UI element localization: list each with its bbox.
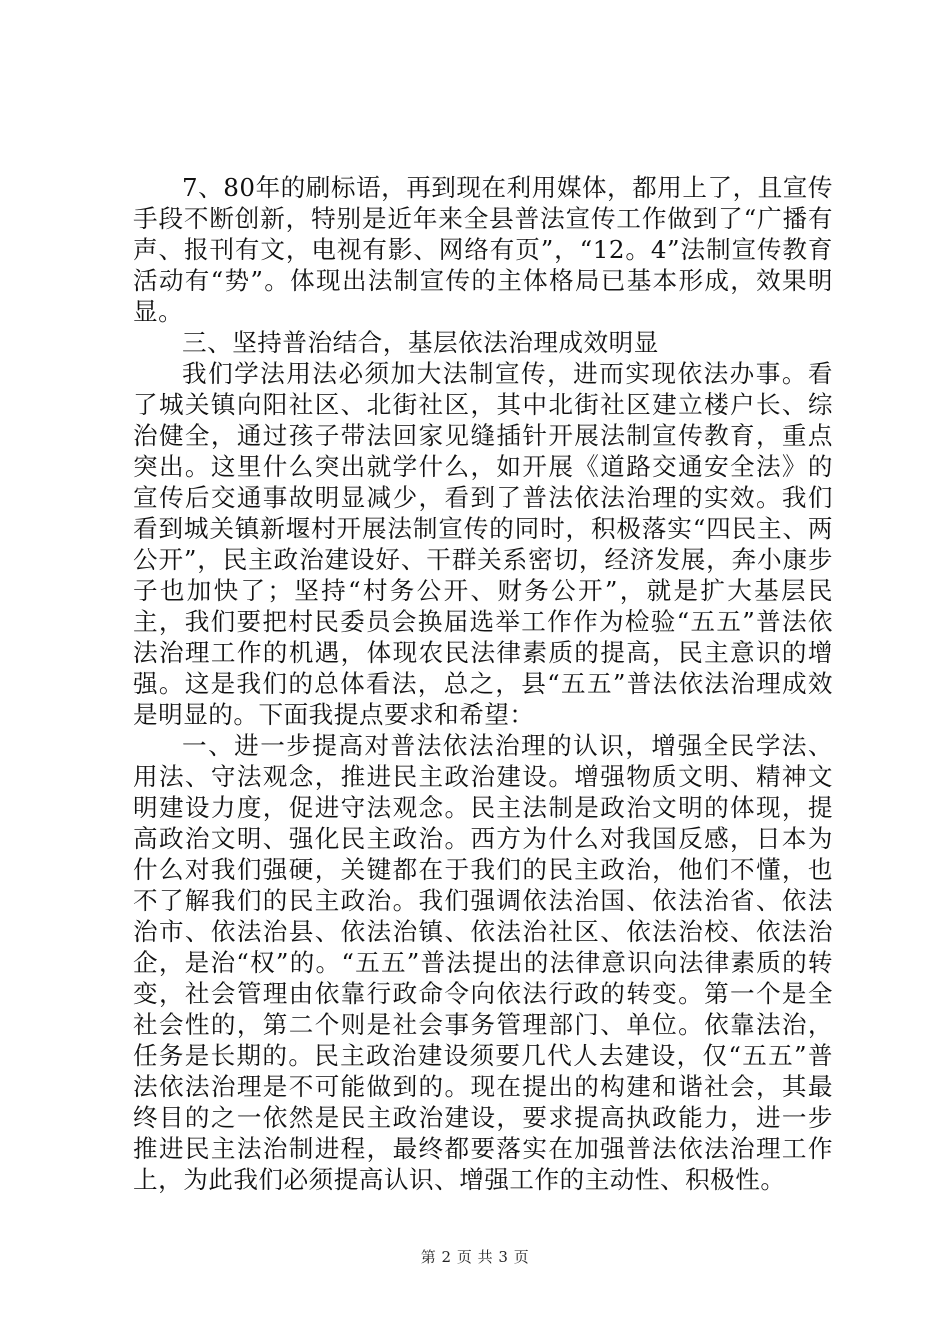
paragraph-grassroots-governance: 我们学法用法必须加大法制宣传，进而实现依法办事。看了城关镇向阳社区、北街社区，其中北街社区建立楼户长、综治健全，通过孩子带法回家见缝插针开展法制宣传教育，重点突出。这里什么突出就学什么，如开展《道路交通安全法》的宣传后交通事故明显减少，看到了普法依法治理的实效。我们看到城关镇新堰村开展法制宣传的同时，积极落实“四民主、两公开”，民主政治建设好、干群关系密切，经济发展，奔小康步子也加快了；坚持“村务公开、财务公开”，就是扩大基层民主，我们要把村民委员会换届选举工作作为检验“五五”普法依法治理工作的机遇，体现农民法律素质的提高，民主意识的增强。这是我们的总体看法，总之，县“五五”普法依法治理成效是明显的。下面我提点要求和希望： [133,359,833,729]
section-heading-three: 三、坚持普治结合，基层依法治理成效明显 [182,328,659,357]
paragraph-media-propaganda: 7、80年的刷标语，再到现在利用媒体，都用上了，且宣传手段不断创新，特别是近年来全县普法宣传工作做到了“广播有声、报刊有文，电视有影、网络有页”，“12。4”法制宣传教育活动有“势”。体现出法制宣传的主体格局已基本形成，效果明显。 [133,173,833,326]
document-body [133,172,833,1195]
page-number-footer: 第 2 页 共 3 页 [420,1248,530,1266]
paragraph-requirement-one: 一、进一步提高对普法依法治理的认识，增强全民学法、用法、守法观念，推进民主政治建设。增强物质文明、精神文明建设力度，促进守法观念。民主法制是政治文明的体现，提高政治文明、强化民主政治。西方为什么对我国反感，日本为什么对我们强硬，关键都在于我们的民主政治，他们不懂，也不了解我们的民主政治。我们强调依法治国、依法治省、依法治市、依法治县、依法治镇、依法治社区、依法治校、依法治企，是治“权”的。“五五”普法提出的法律意识向法律素质的转变，社会管理由依靠行政命令向依法行政的转变。第一个是全社会性的，第二个则是社会事务管理部门、单位。依靠法治，任务是长期的。民主政治建设须要几代人去建设，仅“五五”普法依法治理是不可能做到的。现在提出的构建和谐社会，其最终目的之一依然是民主政治建设，要求提高执政能力，进一步推进民主法治制进程，最终都要落实在加强普法依法治理工作上，为此我们必须提高认识、增强工作的主动性、积极性。 [133,731,833,1194]
